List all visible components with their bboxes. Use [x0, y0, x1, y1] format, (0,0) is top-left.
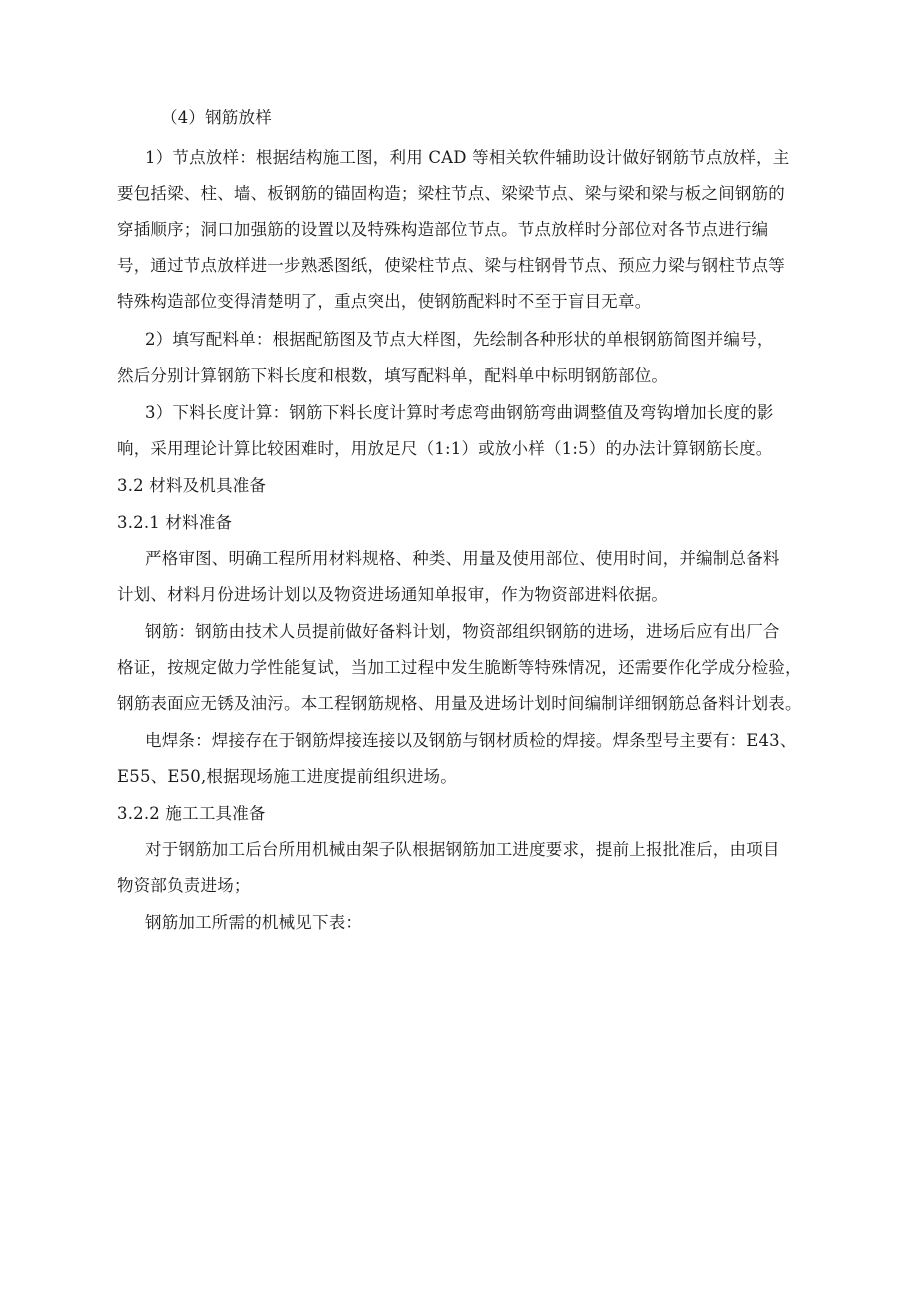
paragraph-line: 计划、材料月份进场计划以及物资进场通知单报审，作为物资部进料依据。: [117, 585, 669, 604]
paragraph-line: 特殊构造部位变得清楚明了，重点突出，使钢筋配料时不至于盲目无章。: [117, 292, 652, 311]
paragraph-line: 钢筋表面应无锈及油污。本工程钢筋规格、用量及进场计划时间编制详细钢筋总备料计划表。: [117, 694, 802, 713]
paragraph-line: 1）节点放样：根据结构施工图，利用 CAD 等相关软件辅助设计做好钢筋节点放样，主: [145, 148, 790, 167]
paragraph-line: 格证，按规定做力学性能复试，当加工过程中发生脆断等特殊情况，还需要作化学成分检验，: [117, 658, 802, 677]
section-heading-3-2-1: 3.2.1 材料准备: [117, 513, 233, 532]
paragraph-line: 严格审图、明确工程所用材料规格、种类、用量及使用部位、使用时间，并编制总备料: [145, 549, 780, 568]
paragraph-line: E55、E50,根据现场施工进度提前组织进场。: [117, 767, 457, 786]
paragraph-line: 穿插顺序；洞口加强筋的设置以及特殊构造部位节点。节点放样时分部位对各节点进行编: [117, 220, 769, 239]
paragraph-line: 对于钢筋加工后台所用机械由架子队根据钢筋加工进度要求，提前上报批准后，由项目: [145, 840, 780, 859]
paragraph-line: 钢筋加工所需的机械见下表：: [145, 913, 363, 932]
paragraph-line: 物资部负责进场；: [117, 876, 251, 895]
section-heading-3-2-2: 3.2.2 施工工具准备: [117, 804, 266, 823]
paragraph-line: 2）填写配料单：根据配筋图及节点大样图，先绘制各种形状的单根钢筋简图并编号，: [145, 330, 774, 349]
paragraph-line: 电焊条：焊接存在于钢筋焊接连接以及钢筋与钢材质检的焊接。焊条型号主要有：E43、: [145, 731, 797, 750]
paragraph-line: 然后分别计算钢筋下料长度和根数，填写配料单，配料单中标明钢筋部位。: [117, 366, 669, 385]
paragraph-line: 3）下料长度计算：钢筋下料长度计算时考虑弯曲钢筋弯曲调整值及弯钩增加长度的影: [145, 403, 774, 422]
paragraph-line: 钢筋：钢筋由技术人员提前做好备料计划，物资部组织钢筋的进场，进场后应有出厂合: [145, 622, 780, 641]
subsection-heading-rebar-layout: （4）钢筋放样: [161, 108, 272, 127]
section-heading-3-2: 3.2 材料及机具准备: [117, 476, 267, 495]
paragraph-line: 要包括梁、柱、墙、板钢筋的锚固构造；梁柱节点、梁梁节点、梁与梁和梁与板之间钢筋的: [117, 184, 785, 203]
paragraph-line: 响，采用理论计算比较困难时，用放足尺（1:1）或放小样（1:5）的办法计算钢筋长度。: [117, 439, 773, 458]
paragraph-line: 号，通过节点放样进一步熟悉图纸，使梁柱节点、梁与柱钢骨节点、预应力梁与钢柱节点等: [117, 256, 785, 275]
